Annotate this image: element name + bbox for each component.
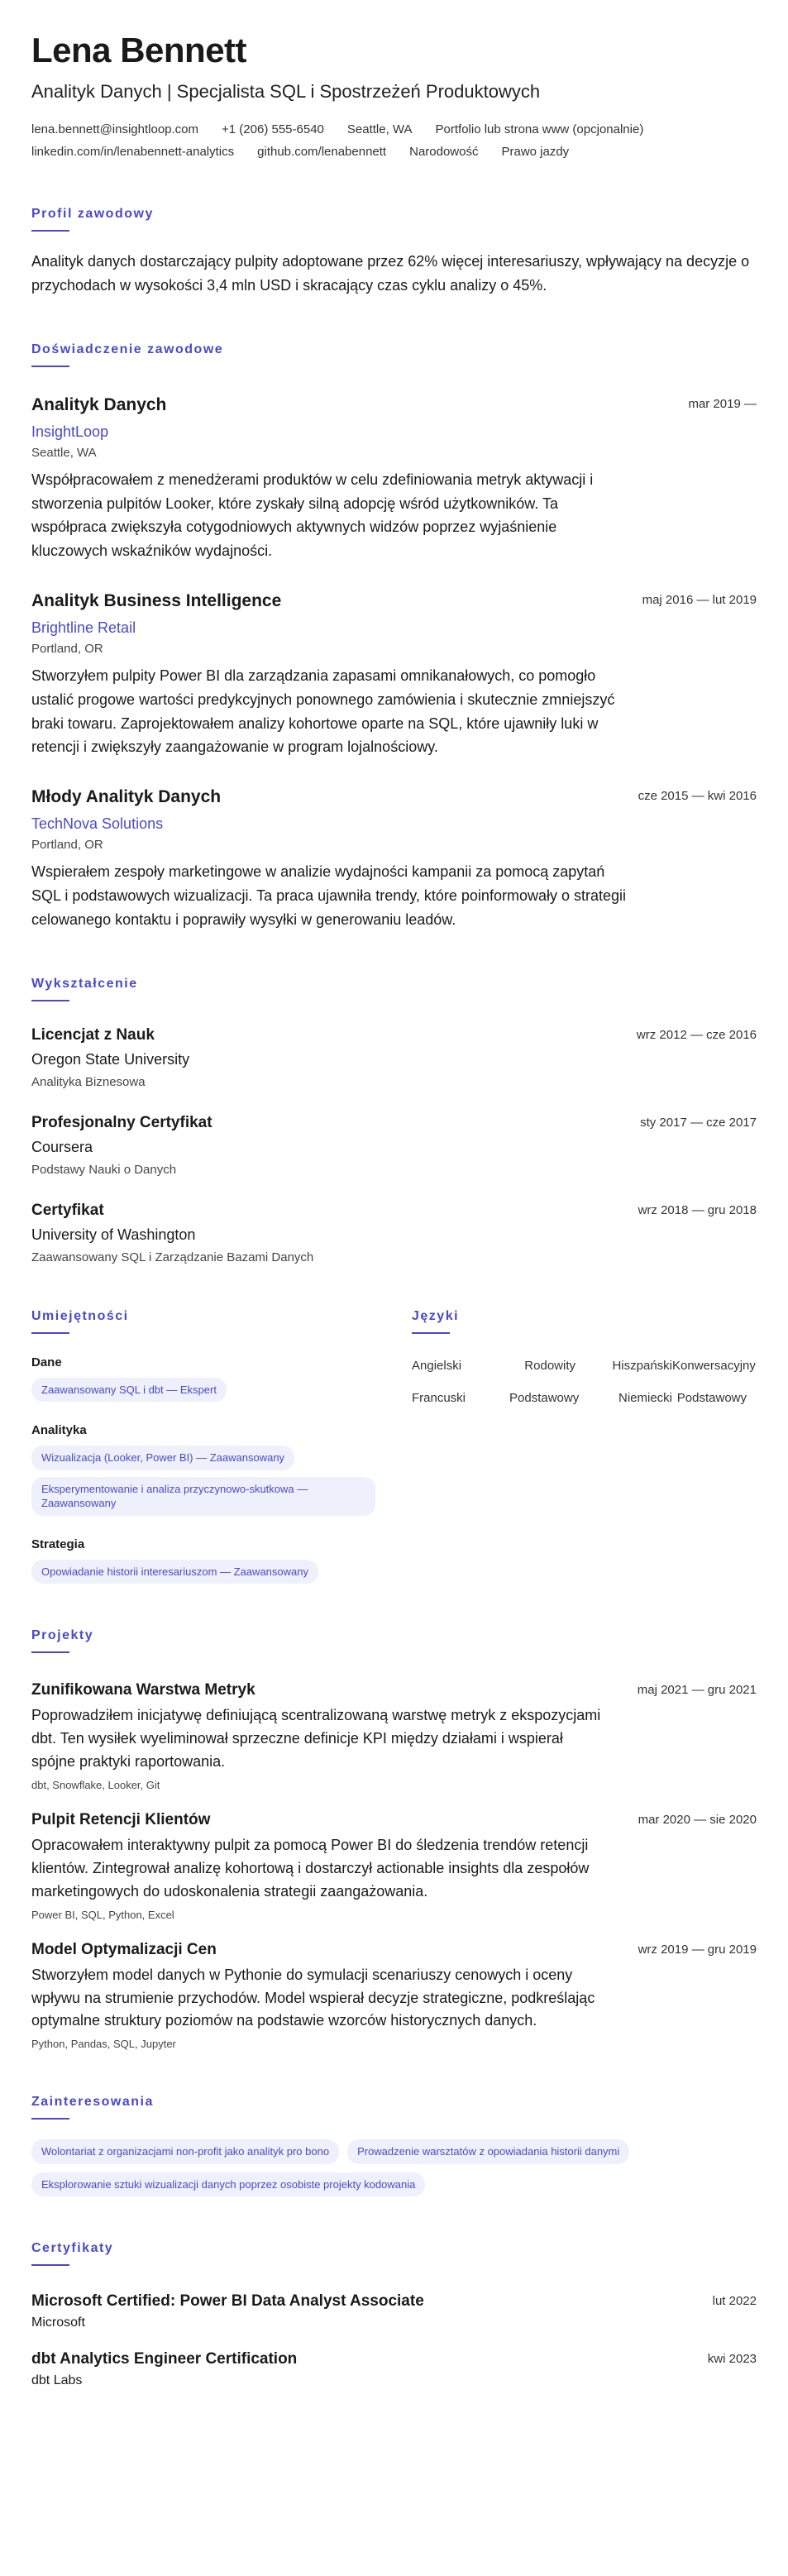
education-dates: wrz 2012 — cze 2016 [636,1027,757,1042]
certification-name: Microsoft Certified: Power BI Data Analyst Associate [31,2292,424,2311]
skill-chip: Wizualizacja (Looker, Power BI) — Zaawansowany [31,1446,294,1470]
experience-dates: maj 2016 — lut 2019 [642,592,757,607]
experience-role: Analityk Danych [31,394,167,414]
skills-column [31,1264,379,1584]
interest-chip: Eksplorowanie sztuki wizualizacji danych poprzez osobiste projekty kodowania [31,2172,425,2197]
experience-company: TechNova Solutions [31,815,164,833]
languages-grid [412,1359,757,1405]
experience-entry [31,787,757,931]
section-title-summary: Profil zawodowy [31,207,154,222]
section-title-certifications: Certyfikaty [31,2241,114,2256]
interest-chip: Wolontariat z organizacjami non-profit jako analityk pro bono [31,2139,339,2164]
certification-date: lut 2022 [712,2294,757,2309]
language-name: Angielski [412,1358,462,1373]
certification-entry [31,2292,757,2330]
language-level: Podstawowy [509,1390,580,1405]
experience-description: Wspierałem zespoły marketingowe w analizie wydajności kampanii za pomocą zapytań SQL i podstawowych wizualizacji. Ta praca ujawniła trendy, które poinformowały o strategii celowanego kontaktu i poprawiły wysyłki w generowaniu leadów. [31,863,626,928]
project-description: Stworzyłem model danych w Pythonie do symulacji scenariuszy cenowych i oceny wpływu na strumienie przychodów. Model wspierał decyzje strategiczne, podkreślając optymalne struktury poziomów na podstawie wzorców historycznych danych. [31,1966,595,2029]
section-rule [31,2264,69,2266]
languages-column [412,1264,757,1584]
project-dates: mar 2020 — sie 2020 [638,1812,757,1827]
section-rule [31,2118,69,2120]
contact-github[interactable]: github.com/lenabennett [257,145,387,160]
section-title-skills: Umiejętności [31,1308,129,1323]
summary-text: Analityk danych dostarczający pulpity adoptowane przez 62% więcej interesariuszy, wpływający na decyzje o przychodach w wysokości 3,4 mln USD i skracający czas cyklu analizy o 45%. [31,253,750,294]
headline: Analityk Danych | Specjalista SQL i Spostrzeżeń Produktowych [31,81,541,103]
project-entry [31,1681,757,1791]
project-entry [31,1941,757,2051]
project-name: Pulpit Retencji Klientów [31,1810,211,1828]
education-school: Coursera [31,1138,93,1155]
contact-email[interactable]: lena.bennett@insightloop.com [31,122,199,137]
contact-linkedin[interactable]: linkedin.com/in/lenabennett-analytics [31,145,235,160]
contact-list [31,122,757,159]
section-title-experience: Doświadczenie zawodowe [31,342,224,356]
certification-entry [31,2350,757,2388]
section-title-languages: Języki [412,1308,460,1323]
section-rule [31,230,69,232]
project-tech: Power BI, SQL, Python, Excel [31,1908,174,1921]
project-description: Poprowadziłem inicjatywę definiującą scentralizowaną warstwę metryk z ekspozycjami dbt. Ten wysiłek wyeliminował sprzeczne definicje KPI między działami i wspierał spójne praktyki raportowania. [31,1707,601,1771]
project-entry [31,1811,757,1921]
contact-phone: +1 (206) 555-6540 [222,122,324,137]
contact-portfolio[interactable]: Portfolio lub strona www (opcjonalnie) [435,122,644,137]
skill-chips [31,1560,379,1584]
experience-location: Seattle, WA [31,445,97,460]
certification-issuer: Microsoft [31,2316,85,2330]
experience-role: Analityk Business Intelligence [31,590,282,610]
education-school: Oregon State University [31,1050,190,1068]
interest-chip: Prowadzenie warsztatów z opowiadania historii danymi [347,2139,629,2164]
certification-issuer: dbt Labs [31,2373,83,2388]
project-tech: Python, Pandas, SQL, Jupyter [31,2038,176,2051]
section-title-interests: Zainteresowania [31,2095,154,2110]
language-name: Niemiecki [618,1390,672,1405]
experience-entry [31,591,757,759]
project-tech: dbt, Snowflake, Looker, Git [31,1778,160,1791]
experience-company: InsightLoop [31,423,109,440]
project-description: Opracowałem interaktywny pulpit za pomocą Power BI do śledzenia trendów retencji klientów. Zintegrował analizę kohortową i dostarczył actionable insights dla zespołów marketingowych do udoskonalenia strategii zaangażowania. [31,1836,590,1900]
experience-role: Młody Analityk Danych [31,787,222,807]
skill-chip: Zaawansowany SQL i dbt — Ekspert [31,1378,227,1403]
education-dates: wrz 2018 — gru 2018 [638,1202,757,1217]
contact-driving-license: Prawo jazdy [501,145,570,160]
language-level: Rodowity [524,1358,575,1373]
language-name: Francuski [412,1390,466,1405]
language-name: Hiszpański [612,1358,672,1373]
education-school: University of Washington [31,1226,196,1243]
contact-location: Seattle, WA [346,122,413,137]
skill-chips [31,1446,379,1516]
project-dates: wrz 2019 — gru 2019 [638,1942,757,1957]
language-level: Podstawowy [676,1390,747,1405]
candidate-name: Lena Bennett [31,31,247,69]
education-degree: Licencjat z Nauk [31,1025,155,1044]
skills-languages-row [31,1264,757,1584]
certification-name: dbt Analytics Engineer Certification [31,2350,298,2368]
project-dates: maj 2021 — gru 2021 [637,1683,757,1698]
education-entry [31,1114,757,1177]
experience-description: Stworzyłem pulpity Power BI dla zarządzania zapasami omnikanałowych, co pomogło ustalić progowe wartości predykcyjnych ponownego zamówienia i skutecznie zmniejszyć braki towaru. Zaprojektowałem analizy kohortowe oparte na SQL, które ujawniły luki w retencji i zwiększyły zaangażowanie w program lojalnościowy. [31,667,615,756]
experience-description: Współpracowałem z menedżerami produktów w celu zdefiniowania metryk aktywacji i stworzenia pulpitów Looker, które zyskały silną adopcję wśród użytkowników. Ta współpraca zwiększyła cotygodniowych aktywnych widzów poprzez wyjaśnienie kluczowych wskaźników wydajności. [31,471,594,560]
section-rule [412,1332,450,1334]
project-name: Model Optymalizacji Cen [31,1940,217,1958]
interest-chips [31,2139,757,2196]
education-field: Analityka Biznesowa [31,1074,146,1089]
section-rule [31,366,69,367]
section-rule [31,1332,69,1334]
experience-location: Portland, OR [31,641,103,656]
language-level: Konwersacyjny [672,1358,756,1373]
education-field: Podstawy Nauki o Danych [31,1162,177,1177]
certification-date: kwi 2023 [707,2352,757,2367]
section-rule [31,1000,69,1001]
skill-category: Analityka [31,1423,87,1438]
education-degree: Profesjonalny Certyfikat [31,1113,213,1131]
skill-chip: Eksperymentowanie i analiza przyczynowo-skutkowa — Zaawansowany [31,1477,375,1516]
experience-entry [31,395,757,563]
experience-company: Brightline Retail [31,619,136,636]
skill-category: Dane [31,1355,62,1369]
education-entry [31,1026,757,1089]
section-title-education: Wykształcenie [31,976,138,991]
education-dates: sty 2017 — cze 2017 [640,1115,757,1130]
section-title-projects: Projekty [31,1628,94,1643]
skill-chip: Opowiadanie historii interesariuszom — Zaawansowany [31,1560,318,1584]
contact-nationality: Narodowość [409,145,479,160]
project-name: Zunifikowana Warstwa Metryk [31,1681,256,1699]
skill-category: Strategia [31,1537,85,1551]
section-rule [31,1651,69,1653]
experience-location: Portland, OR [31,838,103,853]
skill-chips [31,1378,379,1403]
experience-dates: cze 2015 — kwi 2016 [638,789,757,804]
education-field: Zaawansowany SQL i Zarządzanie Bazami Danych [31,1250,314,1264]
education-entry [31,1202,757,1264]
education-degree: Certyfikat [31,1201,104,1219]
experience-dates: mar 2019 — [688,396,757,411]
